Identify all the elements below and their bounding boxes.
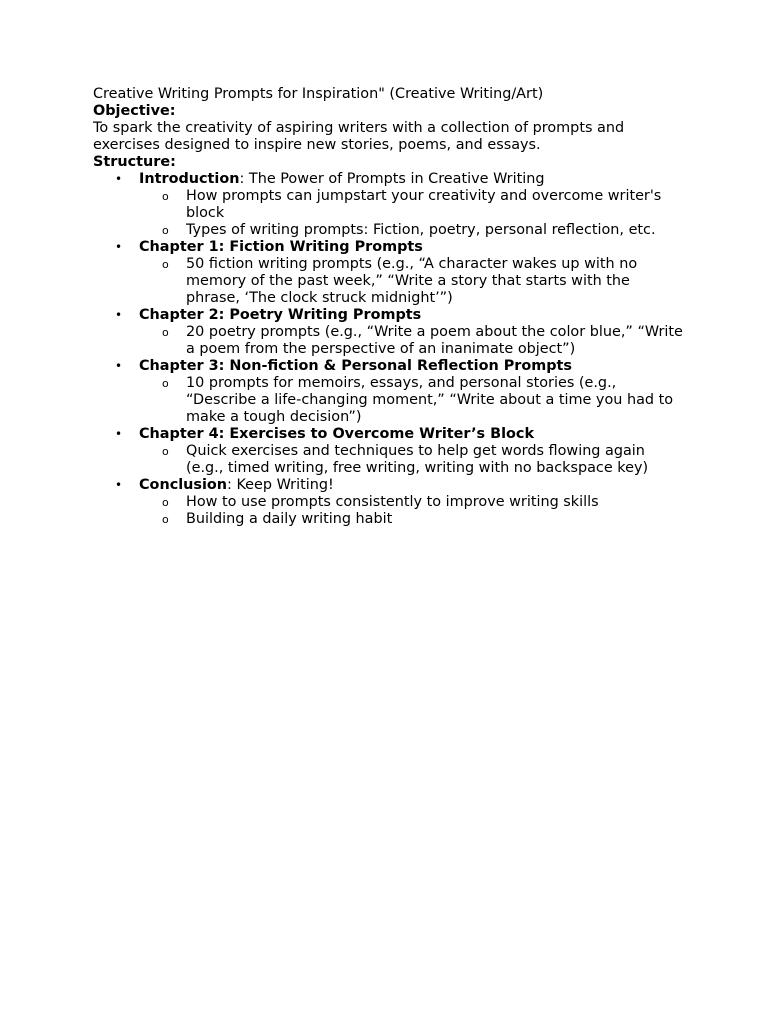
structure-list (93, 171, 683, 528)
sub-bullet-icon: o (162, 513, 169, 526)
list-item-text: 20 poetry prompts (e.g., “Write a poem about the color blue,” “Write a poem from the perspective of an inanimate object”) (186, 324, 683, 357)
bullet-icon: • (115, 427, 123, 441)
list-item (162, 375, 683, 426)
section-heading: Chapter 2: Poetry Writing Prompts (139, 307, 422, 323)
objective-heading: Objective: (93, 103, 176, 119)
section-chapter-4 (115, 426, 683, 477)
section-heading: Chapter 4: Exercises to Overcome Writer’s Block (139, 426, 535, 442)
document-title: Creative Writing Prompts for Inspiration" (Creative Writing/Art) (93, 86, 544, 102)
list-item (162, 256, 683, 307)
list-item-text: Building a daily writing habit (186, 511, 393, 527)
section-item-list (139, 443, 683, 477)
section-chapter-3 (115, 358, 683, 426)
section-heading-suffix: : Keep Writing! (227, 477, 334, 493)
bullet-icon: • (115, 172, 123, 186)
section-heading: Conclusion (139, 477, 228, 493)
list-item (162, 494, 683, 511)
section-conclusion (115, 477, 683, 528)
document-page (93, 86, 683, 528)
structure-heading: Structure: (93, 154, 176, 170)
bullet-icon: • (115, 240, 123, 254)
list-item-text: Types of writing prompts: Fiction, poetry, personal reflection, etc. (186, 222, 656, 238)
list-item (162, 188, 683, 222)
section-heading: Chapter 1: Fiction Writing Prompts (139, 239, 423, 255)
bullet-icon: • (115, 359, 123, 373)
sub-bullet-icon: o (162, 445, 169, 458)
section-heading-suffix: : The Power of Prompts in Creative Writing (239, 171, 545, 187)
list-item-text: How prompts can jumpstart your creativity and overcome writer's block (186, 188, 662, 221)
list-item (162, 324, 683, 358)
bullet-icon: • (115, 308, 123, 322)
section-item-list (139, 188, 683, 239)
section-item-list (139, 256, 683, 307)
section-chapter-1 (115, 239, 683, 307)
bullet-icon: • (115, 478, 123, 492)
list-item-text: How to use prompts consistently to improve writing skills (186, 494, 599, 510)
section-heading: Chapter 3: Non-fiction & Personal Reflection Prompts (139, 358, 572, 374)
sub-bullet-icon: o (162, 258, 169, 271)
sub-bullet-icon: o (162, 496, 169, 509)
list-item (162, 222, 683, 239)
section-item-list (139, 494, 683, 528)
sub-bullet-icon: o (162, 377, 169, 390)
objective-text: To spark the creativity of aspiring writers with a collection of prompts and exercises designed to inspire new stories, poems, and essays. (93, 120, 625, 153)
section-item-list (139, 324, 683, 358)
sub-bullet-icon: o (162, 326, 169, 339)
list-item-text: 50 fiction writing prompts (e.g., “A character wakes up with no memory of the past week,” “Write a story that starts with the phrase, ‘The clock struck midnight’”) (186, 256, 638, 306)
list-item (162, 511, 683, 528)
section-heading: Introduction (139, 171, 240, 187)
sub-bullet-icon: o (162, 190, 169, 203)
section-chapter-2 (115, 307, 683, 358)
list-item-text: Quick exercises and techniques to help get words flowing again (e.g., timed writing, free writing, writing with no backspace key) (186, 443, 649, 476)
sub-bullet-icon: o (162, 224, 169, 237)
list-item-text: 10 prompts for memoirs, essays, and personal stories (e.g., “Describe a life-changing moment,” “Write about a time you had to make a tough decision”) (186, 375, 674, 425)
list-item (162, 443, 683, 477)
section-introduction (115, 171, 683, 239)
section-item-list (139, 375, 683, 426)
